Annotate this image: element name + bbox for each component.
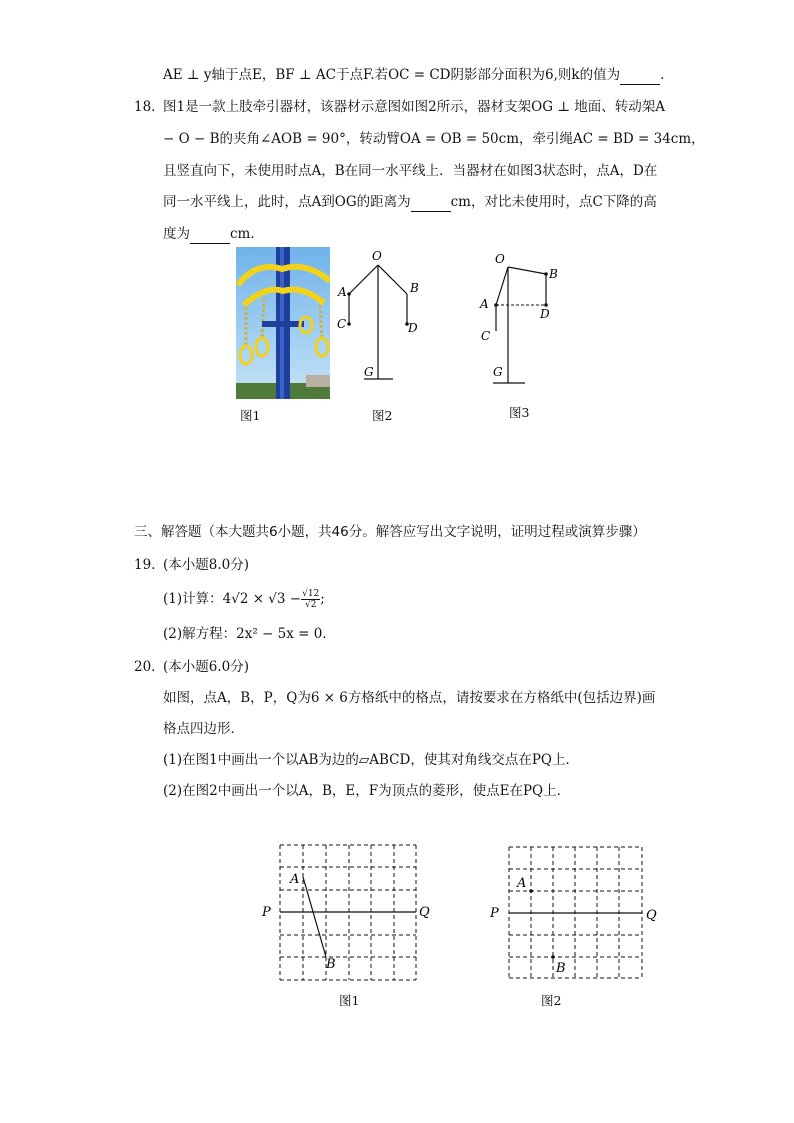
q19-fraction-numerator: √12 bbox=[302, 589, 320, 599]
fig2-label-D: D bbox=[408, 321, 418, 335]
grid1-label-B: B bbox=[326, 957, 336, 972]
q18-answer-blank-2[interactable] bbox=[190, 225, 230, 244]
q18-fig1-caption: 图1 bbox=[240, 408, 261, 423]
q20-grid2 bbox=[487, 838, 667, 983]
q18-answer-blank-1[interactable] bbox=[411, 193, 451, 212]
q18-fig2-caption: 图2 bbox=[372, 408, 393, 423]
q20-number: 20. bbox=[134, 659, 156, 675]
q18-line4-suffix: cm，对比未使用时，点C下降的高 bbox=[450, 194, 657, 210]
q19-number: 19. bbox=[134, 557, 156, 573]
fig2-label-B: B bbox=[410, 281, 419, 295]
fig2-arm-OB bbox=[378, 265, 407, 294]
fig2-point-C bbox=[347, 322, 351, 326]
fig3-point-B bbox=[544, 272, 548, 276]
grid1-label-A: A bbox=[290, 872, 300, 887]
fig2-label-O: O bbox=[372, 249, 382, 263]
fig3-label-B: B bbox=[549, 267, 558, 281]
fig3-label-O: O bbox=[495, 252, 505, 266]
building bbox=[306, 375, 330, 387]
q20-grid2-caption: 图2 bbox=[541, 993, 562, 1008]
q18-line2: − O − B的夹角∠AOB = 90°，转动臂OA = OB = 50cm，牵引绳AC = BD = 34cm， bbox=[163, 131, 705, 147]
q20-grid1 bbox=[255, 835, 435, 985]
grid2-point-B bbox=[551, 955, 555, 959]
q18-fig3-caption: 图3 bbox=[509, 405, 530, 420]
fig3-point-A bbox=[494, 303, 498, 307]
grid2-label-B: B bbox=[556, 961, 566, 976]
q20-grid1-caption: 图1 bbox=[339, 993, 360, 1008]
fig2-label-A: A bbox=[338, 285, 347, 299]
fig3-label-C: C bbox=[481, 329, 491, 343]
fig3-label-D: D bbox=[540, 307, 550, 321]
grid2-label-Q: Q bbox=[646, 908, 657, 923]
grid2-point-A bbox=[529, 889, 533, 893]
q18-line4 bbox=[163, 193, 657, 212]
fig3-label-G: G bbox=[493, 365, 503, 379]
grid1-label-P: P bbox=[262, 905, 271, 920]
q19-part1-suffix: ; bbox=[320, 591, 325, 607]
fig2-label-G: G bbox=[364, 365, 374, 379]
q20-score: (本小题6.0分) bbox=[163, 659, 250, 675]
fig3-arm-OA bbox=[496, 267, 508, 305]
q19-part1-expression: (1)计算：4√2 × √3 − bbox=[163, 591, 302, 607]
q18-number: 18. bbox=[134, 99, 156, 115]
grid1-label-Q: Q bbox=[419, 905, 430, 920]
fig3-label-A: A bbox=[480, 297, 489, 311]
q18-fig1-photo bbox=[236, 247, 330, 399]
grid2-label-A: A bbox=[517, 876, 527, 891]
q19-fraction bbox=[301, 589, 320, 610]
q19-fraction-denominator: √2 bbox=[304, 600, 317, 610]
crossbar bbox=[262, 321, 304, 327]
grid2-label-P: P bbox=[490, 906, 499, 921]
q18-line4-prefix: 同一水平线上，此时，点A到OG的距离为 bbox=[163, 194, 411, 210]
q19-score: (本小题8.0分) bbox=[163, 557, 250, 573]
grid1-segment-AB bbox=[303, 877, 326, 957]
q18-line5-suffix: cm． bbox=[230, 226, 264, 242]
fig3-arm-OB bbox=[508, 267, 546, 274]
q20-desc1: 如图，点A，B，P，Q为6 × 6方格纸中的格点，请按要求在方格纸中(包括边界)画 bbox=[163, 690, 656, 706]
q18-line1: 图1是一款上肢牵引器材，该器材示意图如图2所示，器材支架OG ⊥ 地面、转动架A bbox=[163, 99, 666, 115]
fig2-label-C: C bbox=[337, 317, 347, 331]
q19-part2: (2)解方程：2x² − 5x = 0． bbox=[163, 626, 336, 642]
q18-line5 bbox=[163, 225, 264, 244]
q18-line5-prefix: 度为 bbox=[163, 226, 190, 242]
q17-tail-period: . bbox=[660, 67, 665, 83]
q20-part1: (1)在图1中画出一个以AB为边的▱ABCD，使其对角线交点在PQ上． bbox=[163, 752, 579, 768]
q18-line3: 且竖直向下，未使用时点A，B在同一水平线上．当器材在如图3状态时，点A，D在 bbox=[163, 163, 658, 179]
q17-answer-blank[interactable] bbox=[620, 66, 660, 85]
fig2-arm-OA bbox=[349, 265, 378, 294]
q17-tail-line bbox=[163, 66, 664, 85]
q17-tail-text: AE ⊥ y轴于点E，BF ⊥ AC于点F.若OC = CD阴影部分面积为6,则k的值为 bbox=[163, 67, 621, 83]
section3-title: 三、解答题（本大题共6小题，共46分。解答应写出文字说明，证明过程或演算步骤） bbox=[134, 524, 646, 540]
q20-desc2: 格点四边形． bbox=[163, 721, 244, 737]
q18-fig3 bbox=[475, 245, 565, 390]
q20-part2: (2)在图2中画出一个以A，B，E，F为顶点的菱形，使点E在PQ上． bbox=[163, 783, 571, 799]
q18-fig2 bbox=[330, 245, 430, 390]
fig2-point-A bbox=[347, 292, 351, 296]
q19-part1 bbox=[163, 589, 325, 610]
